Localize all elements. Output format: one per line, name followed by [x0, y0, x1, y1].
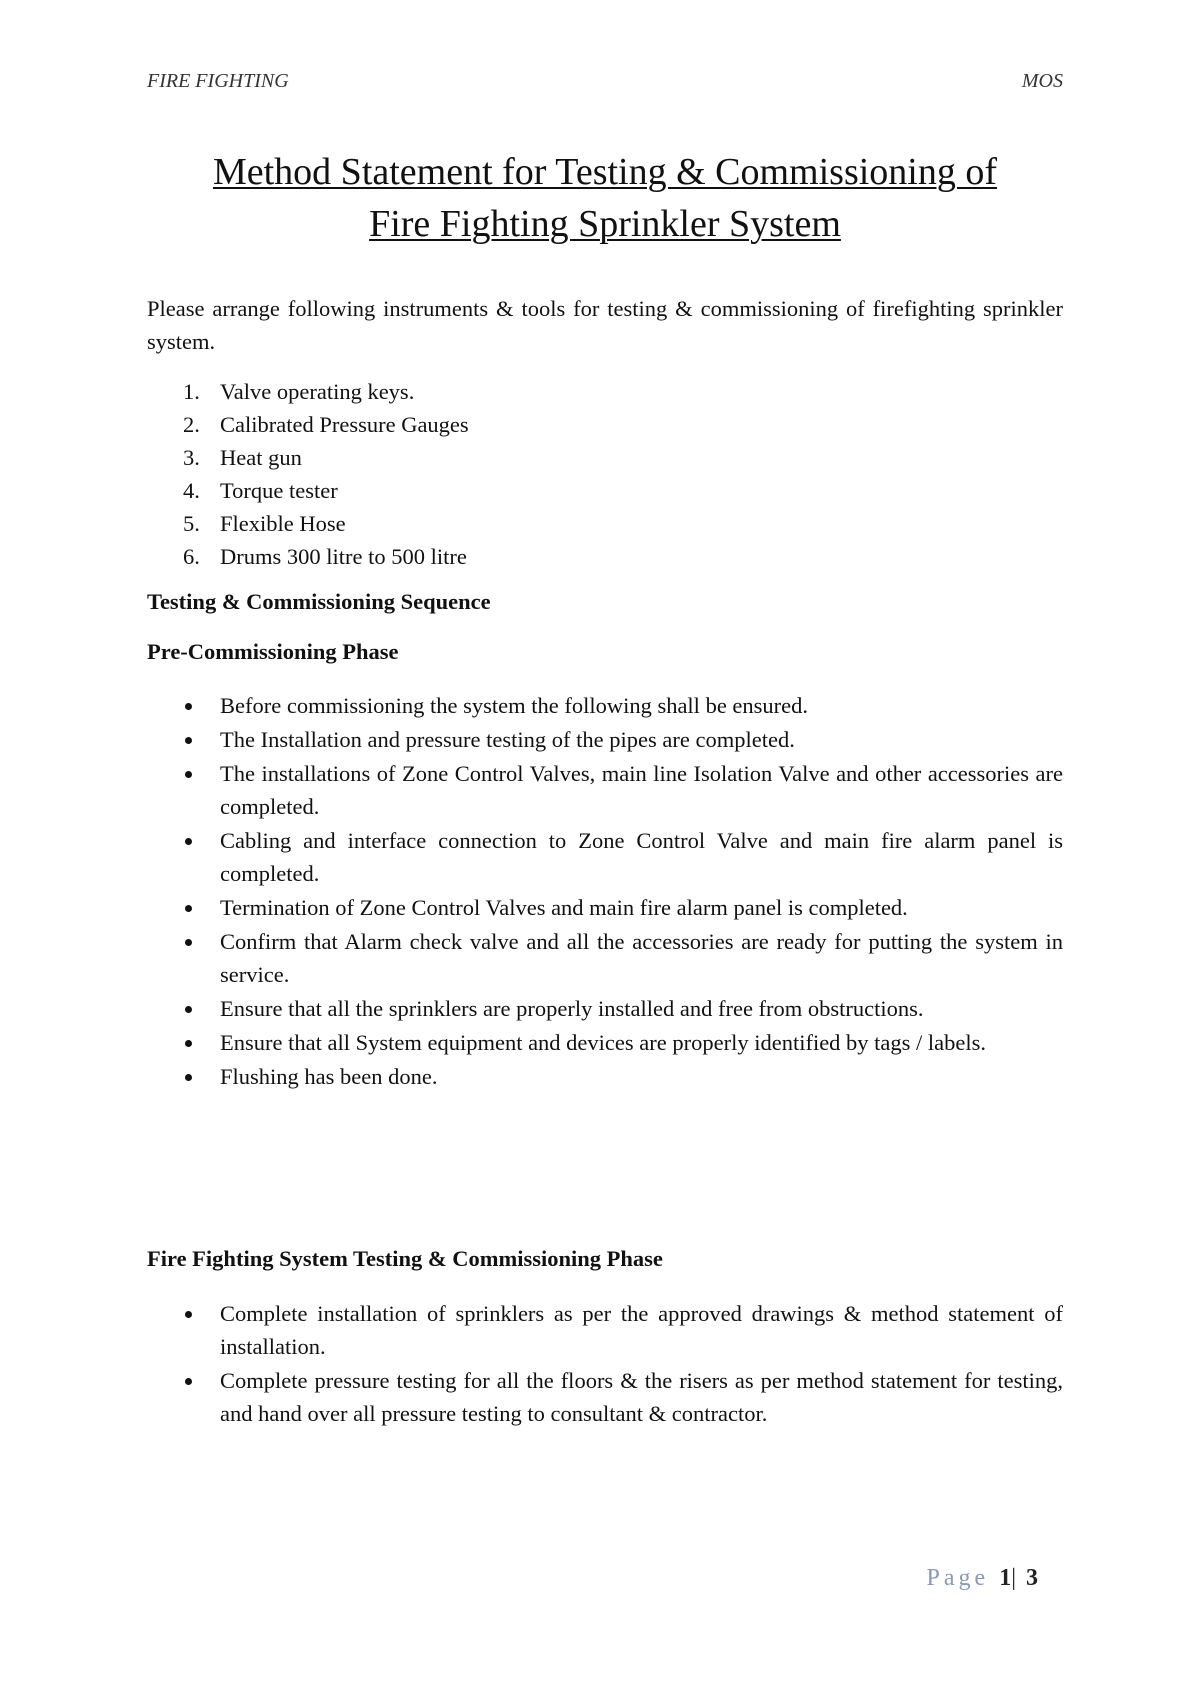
- header-left: FIRE FIGHTING: [147, 70, 289, 92]
- bullet-icon: [185, 1311, 192, 1318]
- list-item: Flushing has been done.: [147, 1060, 1063, 1093]
- page-separator: |: [1011, 1565, 1016, 1591]
- heading-fire-fighting-phase: Fire Fighting System Testing & Commissioning Phase: [147, 1246, 663, 1271]
- bullet-icon: [185, 1378, 192, 1385]
- list-item: Ensure that all System equipment and devices are properly identified by tags / labels.: [147, 1026, 1063, 1059]
- page-total: 3: [1026, 1565, 1038, 1591]
- page-number: 1: [999, 1565, 1012, 1591]
- bullet-icon: [185, 838, 192, 845]
- list-item: 3. Heat gun: [183, 445, 302, 470]
- list-item: 1. Valve operating keys.: [183, 379, 415, 404]
- heading-pre-commissioning: Pre-Commissioning Phase: [147, 639, 399, 664]
- list-item: Before commissioning the system the following shall be ensured.: [147, 689, 1063, 722]
- pre-commissioning-list: [147, 689, 1063, 1094]
- title-line-2: Fire Fighting Sprinkler System: [369, 203, 841, 245]
- document-title: [147, 146, 1063, 250]
- bullet-icon: [185, 1006, 192, 1013]
- list-item: Ensure that all the sprinklers are properly installed and free from obstructions.: [147, 992, 1063, 1025]
- list-item: Confirm that Alarm check valve and all the accessories are ready for putting the system in service.: [147, 925, 1063, 991]
- bullet-icon: [185, 1040, 192, 1047]
- bullet-icon: [185, 737, 192, 744]
- list-item: The Installation and pressure testing of the pipes are completed.: [147, 723, 1063, 756]
- fire-fighting-list: [147, 1297, 1063, 1431]
- bullet-icon: [185, 1074, 192, 1081]
- page-label: Page: [926, 1565, 990, 1591]
- page-footer: [927, 1565, 1038, 1592]
- list-item: 6. Drums 300 litre to 500 litre: [183, 544, 467, 569]
- title-line-1: Method Statement for Testing & Commissioning of: [212, 151, 998, 193]
- bullet-icon: [185, 939, 192, 946]
- list-item: 4. Torque tester: [183, 478, 338, 503]
- bullet-icon: [185, 703, 192, 710]
- list-item: Complete pressure testing for all the floors & the risers as per method statement for testing, and hand over all pressure testing to consultant & contractor.: [147, 1364, 1063, 1430]
- bullet-icon: [185, 905, 192, 912]
- list-item: The installations of Zone Control Valves, main line Isolation Valve and other accessories are completed.: [147, 757, 1063, 823]
- list-item: Complete installation of sprinklers as per the approved drawings & method statement of installation.: [147, 1297, 1063, 1363]
- heading-sequence: Testing & Commissioning Sequence: [147, 589, 491, 614]
- list-item: 2. Calibrated Pressure Gauges: [183, 412, 469, 437]
- list-item: Termination of Zone Control Valves and main fire alarm panel is completed.: [147, 891, 1063, 924]
- intro-paragraph: Please arrange following instruments & tools for testing & commissioning of firefighting sprinkler system.: [147, 296, 1063, 354]
- bullet-icon: [185, 771, 192, 778]
- list-item: Cabling and interface connection to Zone Control Valve and main fire alarm panel is completed.: [147, 824, 1063, 890]
- list-item: 5. Flexible Hose: [183, 511, 346, 536]
- header-right: MOS: [1021, 70, 1063, 92]
- tools-list: [147, 375, 1063, 573]
